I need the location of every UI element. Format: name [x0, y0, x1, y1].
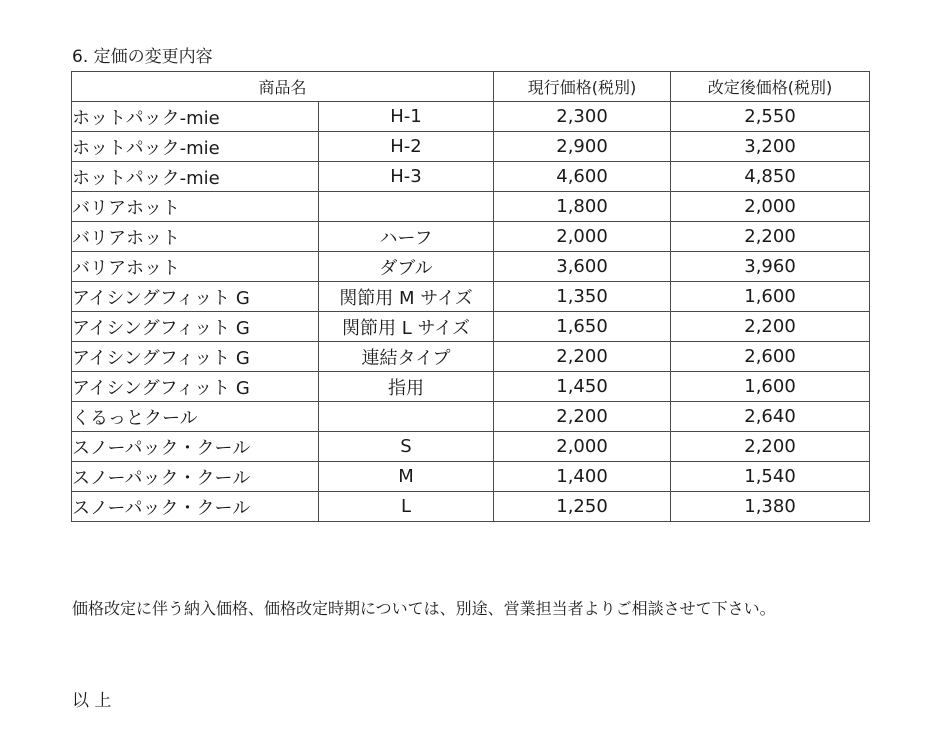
revised-price: 1,380 — [671, 492, 870, 522]
product-variant: 関節用 M サイズ — [319, 282, 494, 312]
table-row — [72, 372, 870, 402]
table-row — [72, 492, 870, 522]
revised-price: 1,600 — [671, 282, 870, 312]
current-price: 1,450 — [494, 372, 671, 402]
current-price: 2,000 — [494, 432, 671, 462]
current-price: 2,300 — [494, 102, 671, 132]
product-name: スノーパック・クール — [72, 462, 319, 492]
current-price: 1,800 — [494, 192, 671, 222]
product-name: スノーパック・クール — [72, 492, 319, 522]
product-variant: 指用 — [319, 372, 494, 402]
product-variant: S — [319, 432, 494, 462]
revised-price: 2,600 — [671, 342, 870, 372]
current-price: 2,200 — [494, 342, 671, 372]
table-row — [72, 462, 870, 492]
section-title: 6. 定価の変更内容 — [72, 47, 213, 67]
table-row — [72, 162, 870, 192]
revised-price: 2,550 — [671, 102, 870, 132]
product-variant: 連結タイプ — [319, 342, 494, 372]
product-name: スノーパック・クール — [72, 432, 319, 462]
revised-price: 1,540 — [671, 462, 870, 492]
product-name: アイシングフィット G — [72, 342, 319, 372]
product-variant: M — [319, 462, 494, 492]
table-row — [72, 132, 870, 162]
current-price: 2,000 — [494, 222, 671, 252]
current-price: 1,350 — [494, 282, 671, 312]
product-name: くるっとクール — [72, 402, 319, 432]
table-row — [72, 342, 870, 372]
table-header-row — [72, 72, 870, 102]
table-row — [72, 102, 870, 132]
revised-price: 2,200 — [671, 222, 870, 252]
header-product: 商品名 — [72, 72, 494, 102]
product-variant: ハーフ — [319, 222, 494, 252]
current-price: 2,900 — [494, 132, 671, 162]
product-name: アイシングフィット G — [72, 312, 319, 342]
table-row — [72, 312, 870, 342]
table-row — [72, 252, 870, 282]
product-variant: ダブル — [319, 252, 494, 282]
revised-price: 2,000 — [671, 192, 870, 222]
product-name: アイシングフィット G — [72, 372, 319, 402]
product-variant: H-2 — [319, 132, 494, 162]
table-row — [72, 192, 870, 222]
current-price: 4,600 — [494, 162, 671, 192]
revised-price: 2,200 — [671, 312, 870, 342]
product-variant: 関節用 L サイズ — [319, 312, 494, 342]
current-price: 1,400 — [494, 462, 671, 492]
table-row — [72, 402, 870, 432]
product-name: ホットパック-mie — [72, 132, 319, 162]
pricing-note: 価格改定に伴う納入価格、価格改定時期については、別途、営業担当者よりご相談させて下さい。 — [72, 599, 776, 618]
current-price: 1,250 — [494, 492, 671, 522]
product-name: バリアホット — [72, 222, 319, 252]
price-table — [71, 71, 870, 522]
table-row — [72, 222, 870, 252]
revised-price: 2,640 — [671, 402, 870, 432]
table-row — [72, 432, 870, 462]
product-name: バリアホット — [72, 192, 319, 222]
product-variant — [319, 192, 494, 222]
closing-mark: 以 上 — [72, 691, 112, 711]
product-variant — [319, 402, 494, 432]
product-name: バリアホット — [72, 252, 319, 282]
current-price: 3,600 — [494, 252, 671, 282]
product-name: ホットパック-mie — [72, 162, 319, 192]
revised-price: 2,200 — [671, 432, 870, 462]
table-row — [72, 282, 870, 312]
current-price: 2,200 — [494, 402, 671, 432]
header-current-price: 現行価格(税別) — [494, 72, 671, 102]
revised-price: 3,200 — [671, 132, 870, 162]
product-variant: L — [319, 492, 494, 522]
product-variant: H-3 — [319, 162, 494, 192]
header-revised-price: 改定後価格(税別) — [671, 72, 870, 102]
revised-price: 1,600 — [671, 372, 870, 402]
current-price: 1,650 — [494, 312, 671, 342]
product-name: ホットパック-mie — [72, 102, 319, 132]
product-name: アイシングフィット G — [72, 282, 319, 312]
product-variant: H-1 — [319, 102, 494, 132]
revised-price: 4,850 — [671, 162, 870, 192]
revised-price: 3,960 — [671, 252, 870, 282]
